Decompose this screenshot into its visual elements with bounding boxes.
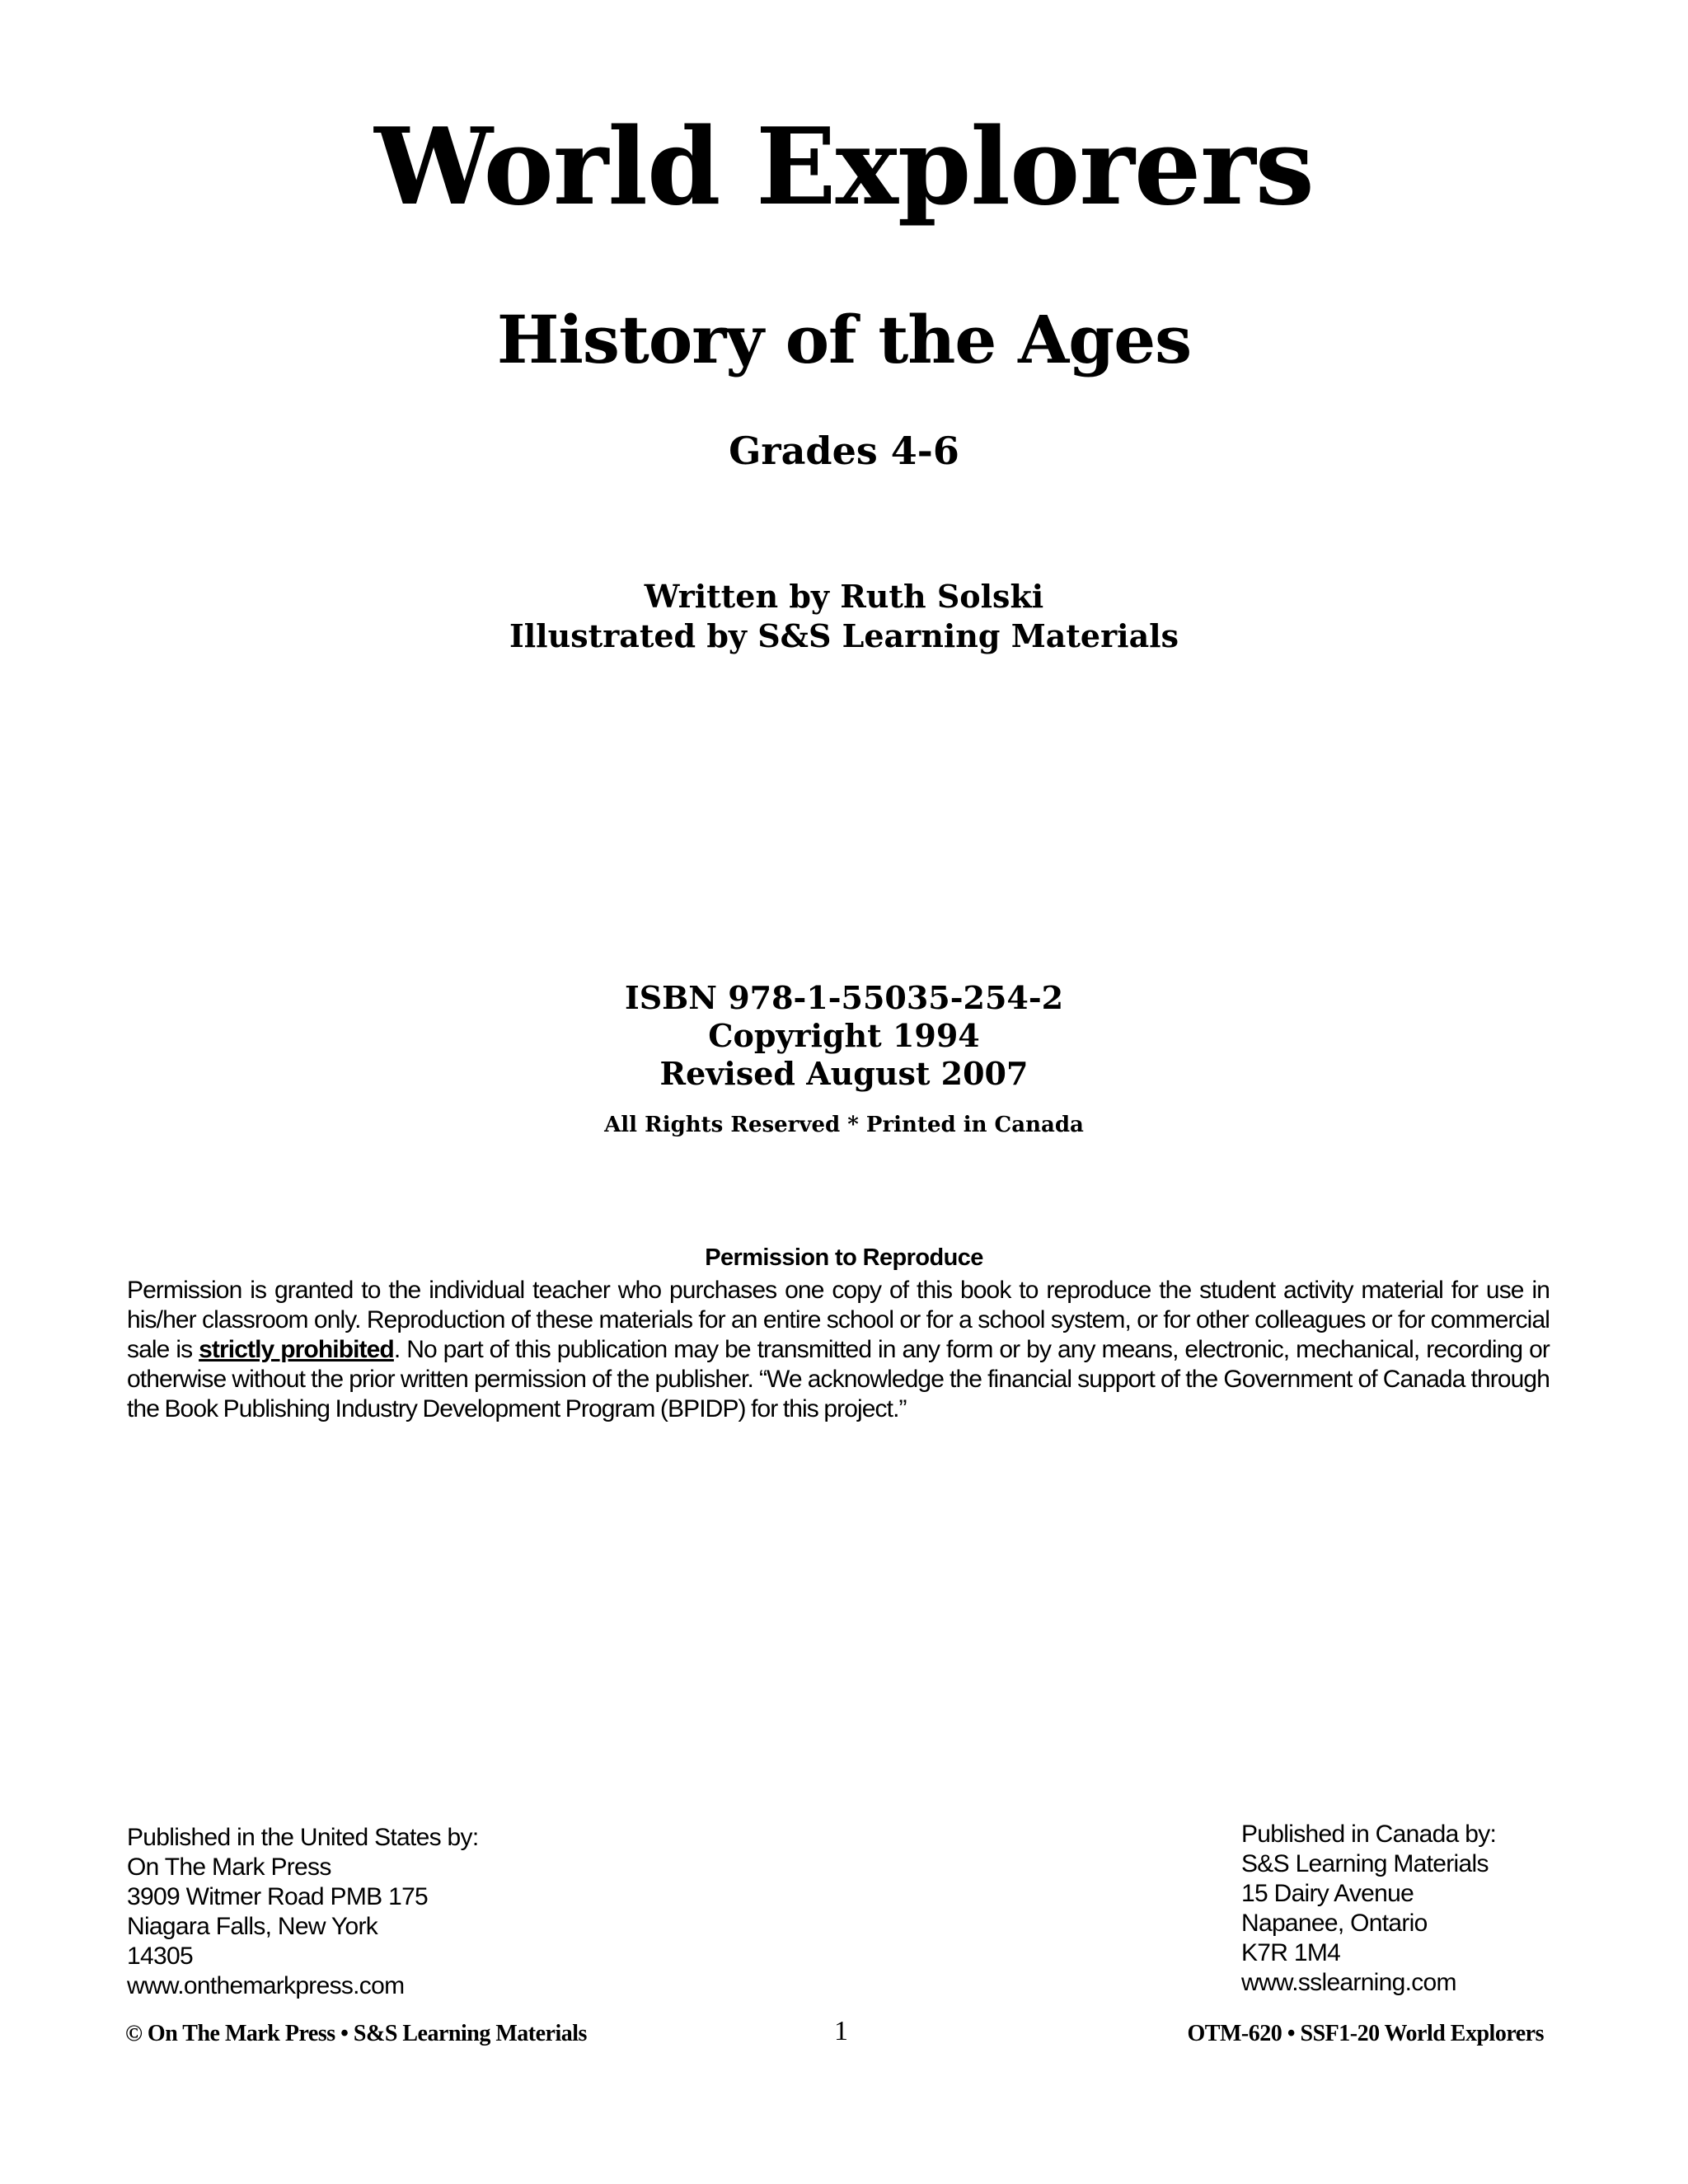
footer-product-code: OTM-620 • SSF1-20 World Explorers bbox=[1187, 2021, 1544, 2046]
address-line: Napanee, Ontario bbox=[1241, 1910, 1428, 1937]
footer-copyright: © On The Mark Press • S&S Learning Materials bbox=[125, 2021, 587, 2046]
website: www.sslearning.com bbox=[1241, 1969, 1456, 1996]
address-line: K7R 1M4 bbox=[1241, 1939, 1341, 1966]
permission-heading: Permission to Reproduce bbox=[705, 1244, 983, 1271]
credits bbox=[0, 577, 1688, 656]
permission-text bbox=[127, 1276, 1550, 1424]
grade-level: Grades 4-6 bbox=[729, 429, 959, 473]
address-line: Published in Canada by: bbox=[1241, 1821, 1497, 1848]
address-line: Published in the United States by: bbox=[127, 1824, 479, 1851]
address-line: S&S Learning Materials bbox=[1241, 1850, 1489, 1877]
strictly-prohibited-emphasis: strictly prohibited bbox=[199, 1336, 394, 1363]
permission-text-part: Permission is granted to the individual teacher who purchases one copy of this book to reproduce the student activity material for use in his/her classroom only. Reproduction of these materials for an entire school or for a school system, or for other colleagues or for commercial sale is bbox=[127, 1277, 1550, 1363]
rights-notice: All Rights Reserved * Printed in Canada bbox=[604, 1113, 1084, 1137]
isbn: ISBN 978-1-55035-254-2 bbox=[624, 979, 1064, 1016]
address-line: On The Mark Press bbox=[127, 1854, 331, 1881]
address-line: 14305 bbox=[127, 1943, 193, 1970]
book-subtitle: History of the Ages bbox=[496, 301, 1192, 378]
address-line: 15 Dairy Avenue bbox=[1241, 1880, 1414, 1907]
publication-info bbox=[0, 979, 1688, 1093]
address-line: 3909 Witmer Road PMB 175 bbox=[127, 1883, 429, 1910]
illustrator: Illustrated by S&S Learning Materials bbox=[509, 617, 1179, 654]
author: Written by Ruth Solski bbox=[644, 578, 1044, 615]
book-title: World Explorers bbox=[374, 105, 1314, 229]
revised-date: Revised August 2007 bbox=[659, 1055, 1029, 1092]
website: www.onthemarkpress.com bbox=[127, 1972, 405, 1999]
permission-text-part: . No part of this publication may be transmitted in any form or by any means, electronic, mechanical, recording or otherwise without the prior written permission of the publisher. “We acknowledge the financial support of the Government of Canada through the Book Publishing Industry Development Program (BPIDP) for this project.” bbox=[127, 1336, 1550, 1422]
copyright: Copyright 1994 bbox=[708, 1017, 980, 1054]
page-number: 1 bbox=[834, 2016, 848, 2046]
address-line: Niagara Falls, New York bbox=[127, 1913, 378, 1940]
canada-publisher-address bbox=[1241, 1820, 1496, 1998]
us-publisher-address bbox=[127, 1823, 478, 2001]
